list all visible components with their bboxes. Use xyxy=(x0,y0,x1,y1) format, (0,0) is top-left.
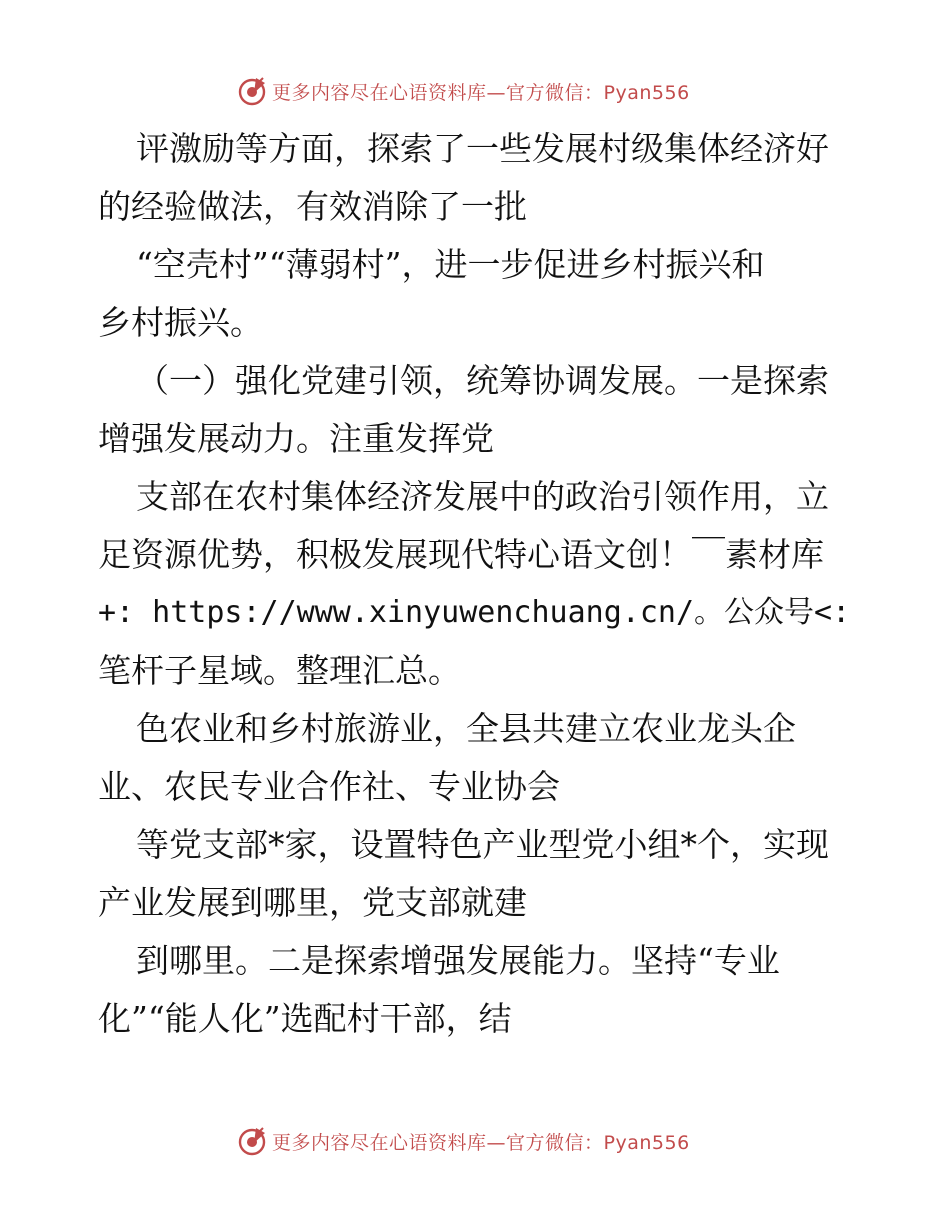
document-body xyxy=(98,120,858,1048)
paragraph-7 xyxy=(98,932,858,1048)
text-line: “空壳村”“薄弱村”，进一步促进乡村振兴和 xyxy=(136,245,765,284)
text-line: （一）强化党建引领，统筹协调发展。一是探索 xyxy=(136,361,829,400)
text-line: 业、农民专业合作社、专业协会 xyxy=(98,767,560,806)
text-line: 乡村振兴。 xyxy=(98,303,263,342)
text-line: 的经验做法，有效消除了一批 xyxy=(98,187,527,226)
paragraph-3 xyxy=(98,352,858,468)
paragraph-2 xyxy=(98,236,858,352)
text-line: 到哪里。二是探索增强发展能力。坚持“专业 xyxy=(136,941,780,980)
footer-watermark xyxy=(236,1124,690,1158)
text-line: 笔杆子星域。整理汇总。 xyxy=(98,651,461,690)
paragraph-4 xyxy=(98,468,858,700)
paragraph-1 xyxy=(98,120,858,236)
url-line: +: https://www.xinyuwenchuang.cn/。公众号<: xyxy=(98,595,851,630)
text-line: 评激励等方面，探索了一些发展村级集体经济好 xyxy=(136,129,829,168)
text-line: 色农业和乡村旅游业，全县共建立农业龙头企 xyxy=(136,709,796,748)
quill-seal-icon xyxy=(236,1125,268,1157)
text-line: 等党支部*家，设置特色产业型党小组*个，实现 xyxy=(136,825,829,864)
text-line: 足资源优势，积极发展现代特心语文创！￣素材库 xyxy=(98,535,824,574)
quill-seal-icon xyxy=(236,75,268,107)
paragraph-6 xyxy=(98,816,858,932)
text-line: 增强发展动力。注重发挥党 xyxy=(98,419,494,458)
watermark-text: 更多内容尽在心语资料库—官方微信：Pyan556 xyxy=(272,1131,690,1154)
text-line: 产业发展到哪里，党支部就建 xyxy=(98,883,527,922)
header-watermark xyxy=(236,74,690,108)
text-line: 化”“能人化”选配村干部，结 xyxy=(98,999,512,1038)
text-line: 支部在农村集体经济发展中的政治引领作用，立 xyxy=(136,477,829,516)
paragraph-5 xyxy=(98,700,858,816)
watermark-text: 更多内容尽在心语资料库—官方微信：Pyan556 xyxy=(272,81,690,104)
